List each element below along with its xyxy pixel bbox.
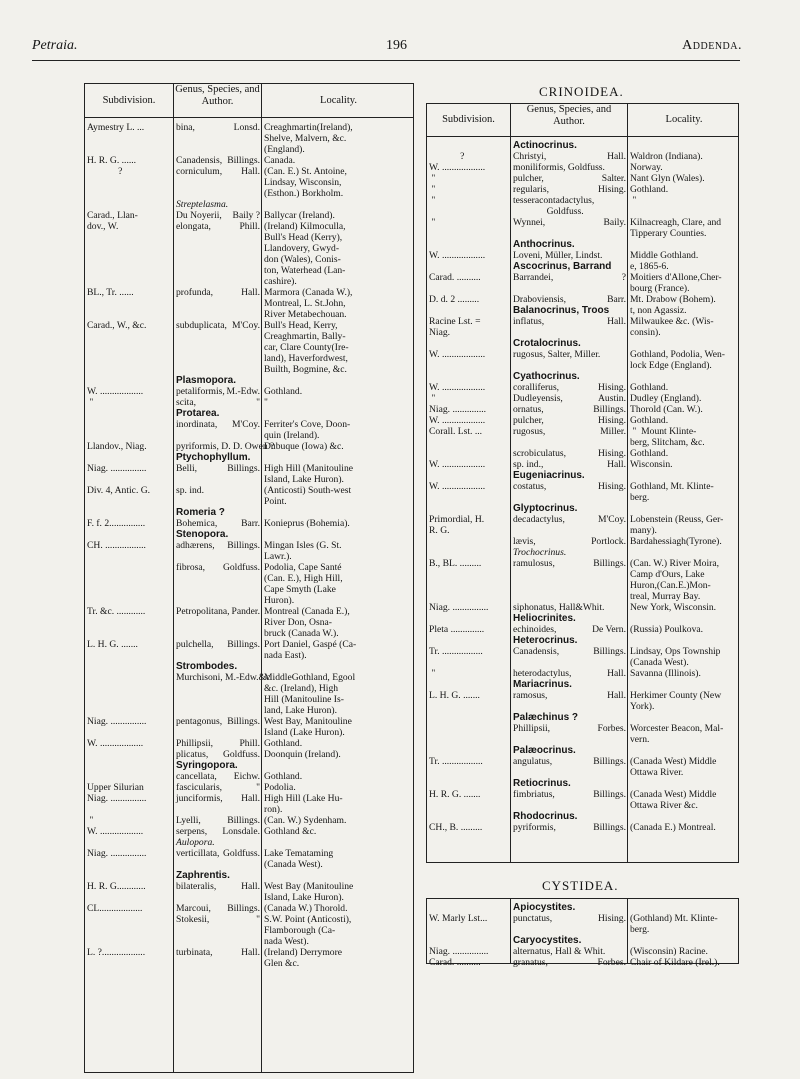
col-divider	[510, 899, 511, 963]
species-author: Hall.	[607, 690, 626, 701]
col-header-subdivision: Subdivision.	[442, 114, 495, 125]
genus-heading: Mariacrinus.	[513, 679, 572, 690]
row-locality: West Bay (Manitouline Island, Lake Huron).	[264, 881, 354, 903]
header-divider	[427, 136, 738, 137]
row-locality: Bardahessiagh(Tyrone).	[630, 536, 722, 547]
species-author: M'Coy.	[597, 514, 626, 525]
species-name: fimbriatus,	[513, 789, 555, 800]
row-locality: Lindsay, Ops Township (Canada West).	[630, 646, 721, 668]
row-subdivision: Aymestry L. ...	[87, 122, 145, 133]
row-locality: Ballycar (Ireland). (Ireland) Kilmoculla, Bull's Head (Kerry), Llandovery, Gwyd- don (Wales), Conis- ton, Waterhead (Lan- cashire).	[264, 210, 346, 287]
species-name: decadactylus,	[513, 514, 565, 525]
species-author: Eichw. " Hall.	[233, 771, 260, 804]
row-locality: Herkimer County (New York).	[630, 690, 722, 712]
row-locality: (Ireland) Derrymore Glen &c.	[264, 947, 343, 969]
row-locality: (Gothland) Mt. Klinte- berg.	[630, 913, 718, 935]
species-name: pulchella,	[176, 639, 214, 650]
species-author: Billings. Lonsdale.	[222, 815, 260, 837]
species-name: ramulosus,	[513, 558, 555, 569]
row-subdivision: Racine Lst. = Niag.	[429, 316, 481, 338]
species-author: Billings.	[593, 756, 626, 767]
genus-heading: Anthocrinus.	[513, 239, 575, 250]
species-author: Hall.	[607, 668, 626, 679]
species-author: Billings.	[227, 716, 260, 727]
row-locality: (Canada W.) Thorold. S.W. Point (Anticosti), Flamborough (Ca- nada West).	[264, 903, 352, 947]
species-name: alternatus, Hall & Whit. granatus,	[513, 946, 606, 968]
species-author: Billings.	[593, 646, 626, 657]
species-name: Phillipsii,	[513, 723, 551, 734]
running-title-left: Petraia.	[32, 38, 78, 53]
species-name: Canadensis,	[513, 646, 560, 657]
species-name: sp. ind.	[176, 485, 204, 496]
genus-heading: Balanocrinus, Troos	[513, 305, 610, 316]
species-name: fibrosa,	[176, 562, 206, 573]
header-rule	[32, 60, 740, 61]
species-name: Petropolitana,	[176, 606, 230, 617]
species-name: Marcoui, Stokesii,	[176, 903, 211, 925]
species-author: M'Coy.	[231, 320, 260, 331]
col-divider	[627, 899, 628, 963]
row-subdivision: Carad., W., &c.	[87, 320, 147, 331]
genus-heading: Romeria ?	[176, 507, 225, 518]
row-subdivision: D. d. 2 .........	[429, 294, 480, 305]
species-name: Canadensis, corniculum,	[176, 155, 223, 177]
row-locality: (Can. W.) Sydenham. Gothland &c.	[264, 815, 347, 837]
genus-heading: Heliocrinites.	[513, 613, 576, 624]
species-name: subduplicata,	[176, 320, 227, 331]
species-name: pyriformis, D. D. Owen ?	[176, 441, 275, 452]
species-author: Forbes.	[597, 723, 626, 734]
row-locality: Savanna (Illinois).	[630, 668, 701, 679]
species-name: Barrandei,	[513, 272, 554, 283]
species-name: Du Noyerii, elongata,	[176, 210, 222, 232]
running-title-right: Addenda.	[682, 38, 742, 53]
row-subdivision: W. ..................	[429, 349, 486, 360]
species-author: Billings. Hall.	[227, 155, 260, 177]
species-name: angulatus,	[513, 756, 553, 767]
species-name: Belli,	[176, 463, 198, 474]
col-header-locality: Locality.	[320, 95, 357, 106]
row-locality: Gothland, Podolia, Wen- lock Edge (England).	[630, 349, 725, 371]
row-subdivision: W. ..................	[429, 481, 486, 492]
species-author: Billings.	[593, 789, 626, 800]
species-author: Billings.	[227, 463, 260, 474]
row-locality: Milwaukee &c. (Wis- consin).	[630, 316, 714, 338]
row-locality: Bull's Head, Kerry, Creaghmartin, Bally- car, Clare County(Ire- land), Haverfordwest, Builth, Bogmine, &c.	[264, 320, 349, 375]
row-subdivision: W. .................. "	[87, 386, 144, 408]
species-name: inflatus,	[513, 316, 545, 327]
row-locality: (Can. W.) River Moira, Camp d'Ours, Lake Huron,(Can.E.)Mon- treal, Murray Bay.	[630, 558, 719, 602]
species-name: ramosus,	[513, 690, 548, 701]
species-name: coralliferus, Dudleyensis, ornatus, pulcher, rugosus,	[513, 382, 563, 437]
species-author: M.-Edw. "	[226, 386, 260, 408]
row-locality: West Bay, Manitouline Island (Lake Huron).	[264, 716, 352, 738]
species-name: inordinata,	[176, 419, 218, 430]
row-subdivision: Niag. ...............	[87, 716, 147, 727]
crinoidea-title: CRINOIDEA.	[539, 84, 624, 99]
row-locality: (Anticosti) South-west Point.	[264, 485, 352, 507]
left-table	[84, 83, 414, 1073]
row-locality: Lake Temataming (Canada West).	[264, 848, 334, 870]
row-subdivision: Pleta ..............	[429, 624, 485, 635]
crinoidea-table	[426, 103, 739, 863]
row-subdivision: Tr. .................	[429, 646, 483, 657]
row-locality: Gothland. Wisconsin.	[630, 448, 673, 470]
species-name: Murchisoni, M.-Edw.&c	[176, 672, 271, 683]
row-subdivision: W. ..................	[87, 738, 144, 749]
row-locality: Marmora (Canada W.), Montreal, L. St.John, River Metabechouan.	[264, 287, 353, 320]
genus-heading: Ascocrinus, Barrand	[513, 261, 612, 272]
species-author: Barr.	[607, 294, 626, 305]
row-subdivision: Niag. ...............	[87, 848, 147, 859]
species-author: Barr.	[241, 518, 260, 529]
species-author: Billings. "	[227, 903, 260, 925]
row-subdivision: BL., Tr. ......	[87, 287, 134, 298]
row-locality: Podolia, Cape Santé (Can. E.), High Hill, Cape Smyth (Lake Huron).	[264, 562, 343, 606]
row-subdivision: CH., B. .........	[429, 822, 483, 833]
row-subdivision: Tr. .................	[429, 756, 483, 767]
row-subdivision: CL..................	[87, 903, 143, 914]
row-locality: (Canada West) Middle Ottawa River &c.	[630, 789, 717, 811]
cystidea-table	[426, 898, 739, 968]
species-name: bilateralis,	[176, 881, 217, 892]
species-name: turbinata,	[176, 947, 213, 958]
row-locality: Ferriter's Cove, Doon- quin (Ireland).	[264, 419, 351, 441]
species-author: Billings.	[227, 639, 260, 650]
genus-heading: Aulopora.	[176, 837, 215, 848]
row-locality: Creaghmartin(Ireland), Shelve, Malvern, &c. (England).	[264, 122, 353, 155]
genus-heading: Stenopora.	[176, 529, 229, 540]
col-header-locality: Locality.	[665, 114, 703, 125]
species-name: Lyelli, serpens,	[176, 815, 208, 837]
species-name: Draboviensis,	[513, 294, 567, 305]
row-subdivision: ? W. .................. " " " "	[429, 151, 486, 228]
col-header-subdivision: Subdivision.	[102, 95, 156, 106]
row-locality: Gothland. "	[264, 386, 303, 408]
species-author: Hising. Hall.	[598, 448, 626, 470]
row-subdivision: Tr. &c. ............	[87, 606, 146, 617]
row-locality: (Russia) Poulkova.	[630, 624, 704, 635]
species-name: punctatus,	[513, 913, 553, 924]
species-name: pyriformis,	[513, 822, 556, 833]
genus-heading: Apiocystites.	[513, 902, 576, 913]
row-subdivision: Primordial, H. R. G.	[429, 514, 485, 536]
species-author: Billings.	[593, 822, 626, 833]
species-author: Hising. Austin. Billings. Hising. Miller.	[593, 382, 626, 437]
row-subdivision: W. ..................	[429, 459, 486, 470]
col-divider	[261, 84, 262, 1072]
species-name: bina,	[176, 122, 195, 133]
species-name: costatus,	[513, 481, 547, 492]
species-author: M'Coy.	[231, 419, 260, 430]
row-subdivision: Niag. ...............	[87, 463, 147, 474]
species-author: Goldfuss.	[222, 848, 260, 859]
row-locality: Gothland. Dudley (England). Thorold (Can. W.). Gothland. " Mount Klinte- berg, Slitcham, &c.	[630, 382, 705, 448]
genus-heading: Syringopora.	[176, 760, 238, 771]
row-subdivision: CH. .................	[87, 540, 146, 551]
genus-heading: Streptelasma.	[176, 199, 229, 210]
row-locality: (Canada West) Middle Ottawa River.	[630, 756, 717, 778]
row-subdivision: Carad., Llan- dov., W.	[87, 210, 138, 232]
row-subdivision: Llandov., Niag.	[87, 441, 147, 452]
species-author: Hall.	[241, 881, 260, 892]
species-name: lævis,	[513, 536, 536, 547]
row-subdivision: H. R. G. ...... ?	[87, 155, 137, 177]
row-subdivision: " W. ..................	[87, 815, 144, 837]
species-author: Billings.	[227, 540, 260, 551]
row-locality: (Canada E.) Montreal.	[630, 822, 716, 833]
row-subdivision: H. R. G. .......	[429, 789, 481, 800]
species-author: Portlock.	[591, 536, 626, 547]
species-author: Baily ? Phill.	[232, 210, 260, 232]
row-locality: Gothland. Podolia. High Hill (Lake Hu- ron).	[264, 771, 343, 815]
species-author: Hising.	[598, 913, 626, 924]
species-author: Hall.	[607, 316, 626, 327]
genus-heading: Caryocystites.	[513, 935, 582, 946]
species-name: Loveni, Müller, Lindst.	[513, 250, 603, 261]
species-name: heterodactylus,	[513, 668, 572, 679]
genus-heading: Actinocrinus.	[513, 140, 577, 151]
row-locality: Gothland, Mt. Klinte- berg.	[630, 481, 714, 503]
row-subdivision: L. H. G. .......	[429, 690, 480, 701]
col-divider	[627, 104, 628, 862]
row-subdivision: L. H. G. .......	[87, 639, 138, 650]
row-locality: Gothland. Doonquin (Ireland).	[264, 738, 341, 760]
row-locality: Montreal (Canada E.), River Don, Osna- bruck (Canada W.).	[264, 606, 350, 639]
row-locality: Mt. Drabow (Bohem).	[630, 294, 716, 305]
row-locality: New York, Wisconsin.	[630, 602, 717, 613]
genus-heading: Glyptocrinus.	[513, 503, 578, 514]
species-name: scrobiculatus, sp. ind.,	[513, 448, 567, 470]
genus-heading: Zaphrentis.	[176, 870, 230, 881]
genus-heading: Plasmopora.	[176, 375, 237, 386]
row-locality: High Hill (Manitouline Island, Lake Huron).	[264, 463, 353, 485]
row-subdivision: Niag. ...............	[429, 602, 489, 613]
species-author: Billings.	[593, 558, 626, 569]
col-divider	[173, 84, 174, 1072]
species-name: Christyi, moniliformis, Goldfuss. pulcher, regularis, tesseracontadactylus, Goldfuss. Wynnei,	[513, 151, 605, 228]
species-name: pentagonus,	[176, 716, 223, 727]
row-subdivision: B., BL. .........	[429, 558, 482, 569]
species-author: Hising.	[598, 481, 626, 492]
genus-heading: Rhodocrinus.	[513, 811, 578, 822]
row-locality: Waldron (Indiana). Norway. Nant Glyn (Wales). Gothland. " Kilnacreagh, Clare, and Tipperary Counties.	[630, 151, 722, 239]
col-header-genus: Genus, Species, and Author.	[526, 104, 612, 127]
row-locality: t, non Agassiz.	[630, 305, 687, 316]
species-name: cancellata, fascicularis, junciformis,	[176, 771, 223, 804]
row-locality: e, 1865-6.	[630, 261, 669, 272]
species-name: rugosus, Salter, Miller.	[513, 349, 601, 360]
row-subdivision: "	[429, 668, 436, 679]
species-name: Bohemica,	[176, 518, 218, 529]
species-name: petaliformis, scita,	[176, 386, 225, 408]
row-locality: Canada. (Can. E.) St. Antoine, Lindsay, Wisconsin, (Esthon.) Borkholm.	[264, 155, 347, 199]
species-author: Lonsd.	[233, 122, 260, 133]
species-name: echinoides,	[513, 624, 557, 635]
header-divider	[85, 117, 413, 118]
row-locality: Middle Gothland.	[630, 250, 699, 261]
row-subdivision: Carad. ..........	[429, 272, 481, 283]
row-subdivision: Niag. ............... Carad. ..........	[429, 946, 489, 968]
genus-heading: Protarea.	[176, 408, 220, 419]
row-locality: Dubuque (Iowa) &c.	[264, 441, 344, 452]
species-author: De Vern.	[592, 624, 626, 635]
col-header-genus: Genus, Species, and Author.	[175, 84, 260, 107]
species-name: siphonatus, Hall&Whit.	[513, 602, 605, 613]
running-header	[0, 40, 800, 62]
page-number: 196	[386, 38, 407, 53]
genus-heading: Eugeniacrinus.	[513, 470, 585, 481]
row-locality: MiddleGothland, Egool &c. (Ireland), High Hill (Manitouline Is- land, Lake Huron).	[264, 672, 356, 716]
row-locality: Konieprus (Bohemia).	[264, 518, 350, 529]
species-author: Hall.	[241, 947, 260, 958]
row-subdivision: W. Marly Lst...	[429, 913, 488, 924]
row-subdivision: F. f. 2...............	[87, 518, 146, 529]
genus-heading: Retiocrinus.	[513, 778, 571, 789]
row-locality: Lobenstein (Reuss, Ger- many).	[630, 514, 724, 536]
row-subdivision: W. ..................	[429, 250, 486, 261]
species-author: Phill. Goldfuss.	[222, 738, 260, 760]
col-divider	[510, 104, 511, 862]
genus-heading: Strombodes.	[176, 661, 238, 672]
cystidea-title: CYSTIDEA.	[542, 878, 619, 893]
row-subdivision: W. .................. " Niag. .............. W. .................. Corall. Lst. ...	[429, 382, 487, 437]
species-author: Pander.	[231, 606, 260, 617]
species-name: Phillipsii, plicatus,	[176, 738, 214, 760]
row-locality: Moitiers d'Allone,Cher- bourg (France).	[630, 272, 722, 294]
species-name: profunda,	[176, 287, 214, 298]
row-subdivision: H. R. G............	[87, 881, 146, 892]
row-locality: Port Daniel, Gaspé (Ca- nada East).	[264, 639, 357, 661]
species-name: verticillata,	[176, 848, 220, 859]
row-locality: Mingan Isles (G. St. Lawr.).	[264, 540, 342, 562]
species-author: ?	[621, 272, 626, 283]
species-author: Hall. Salter. Hising. Baily.	[598, 151, 626, 228]
species-name: adhærens,	[176, 540, 215, 551]
genus-heading: Palæocrinus.	[513, 745, 576, 756]
species-author: Goldfuss.	[222, 562, 260, 573]
genus-heading: Palæchinus ?	[513, 712, 579, 723]
genus-heading: Ptychophyllum.	[176, 452, 251, 463]
row-subdivision: Div. 4, Antic. G.	[87, 485, 151, 496]
genus-heading: Heterocrinus.	[513, 635, 578, 646]
row-locality: Worcester Beacon, Mal- vern.	[630, 723, 724, 745]
species-author: Hall.	[241, 287, 260, 298]
genus-heading: Cyathocrinus.	[513, 371, 580, 382]
row-subdivision: Upper Silurian Niag. ...............	[87, 782, 147, 804]
species-author: Forbes.	[597, 957, 626, 968]
genus-heading: Trochocrinus.	[513, 547, 567, 558]
genus-heading: Crotalocrinus.	[513, 338, 581, 349]
row-subdivision: L. ?..................	[87, 947, 146, 958]
row-locality: (Wisconsin) Racine. Chair of Kildare (Irel.).	[630, 946, 720, 968]
